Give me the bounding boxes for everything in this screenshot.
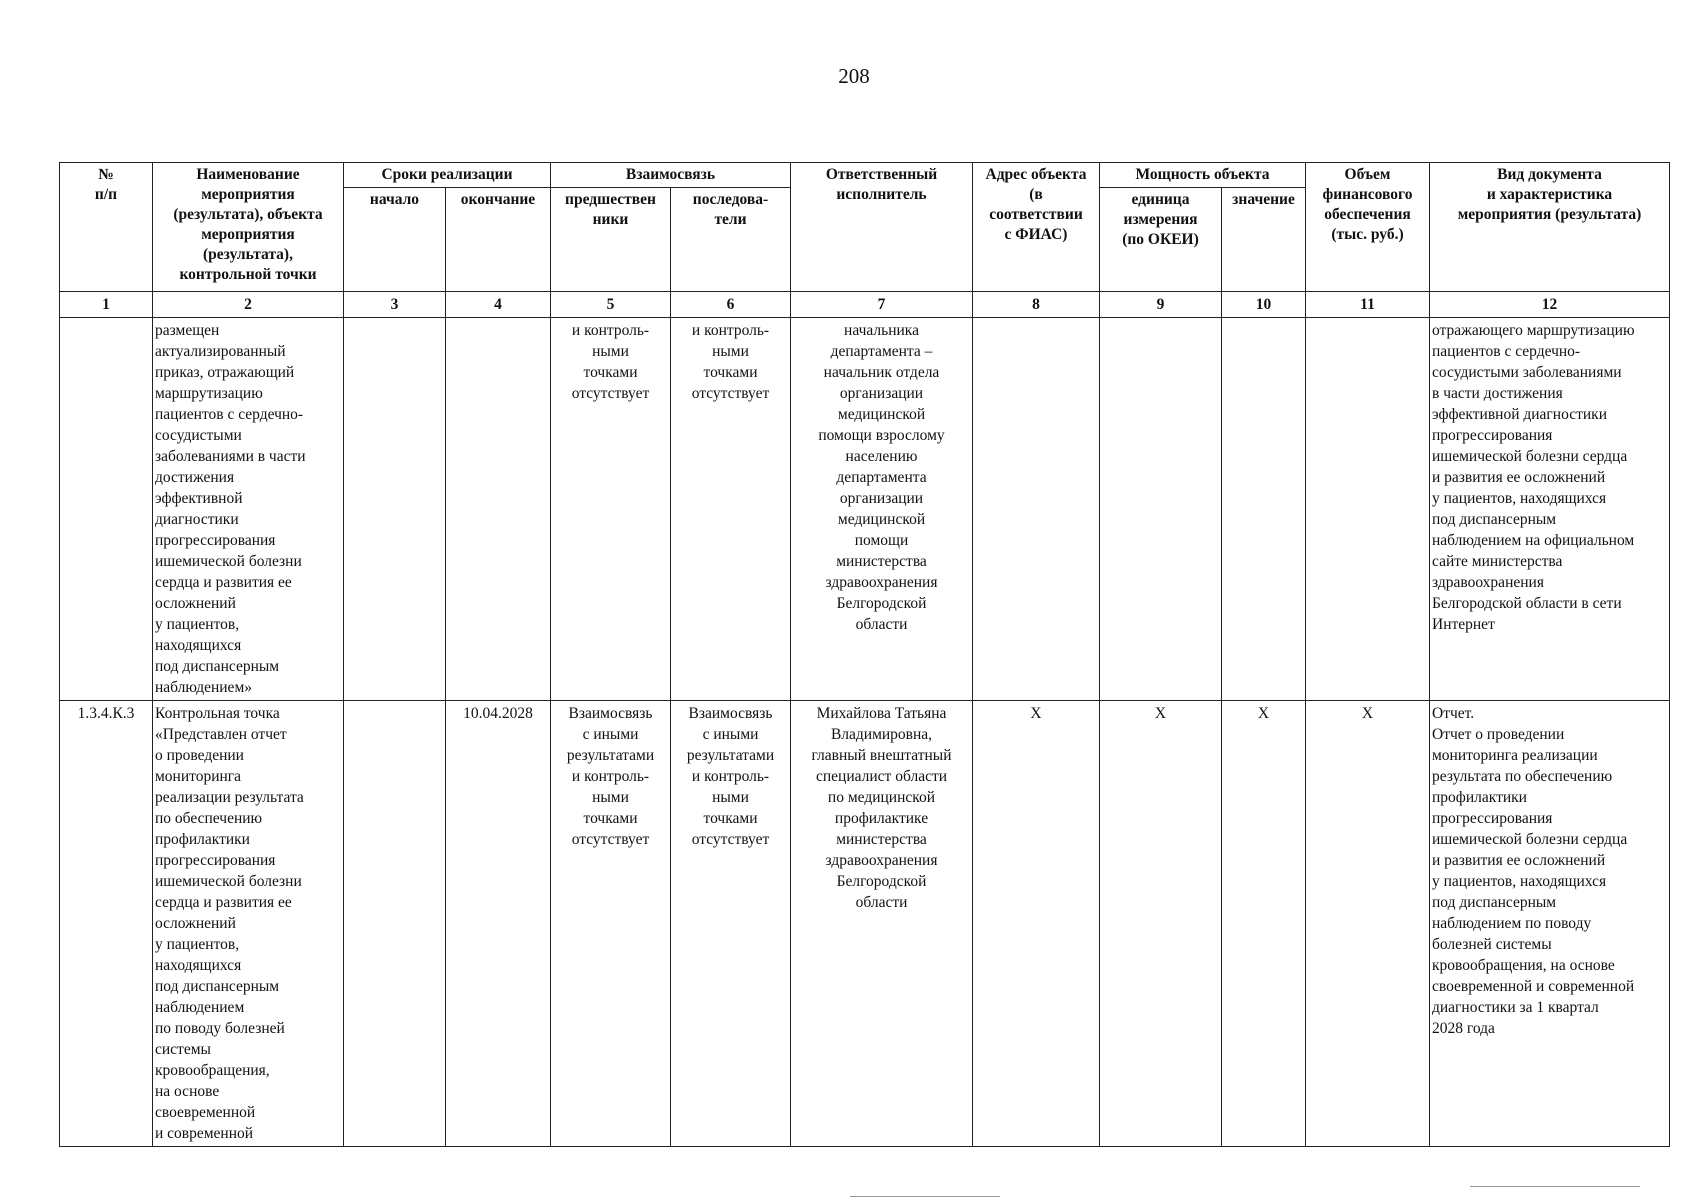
header-predecessors: предшествен ники (551, 188, 671, 292)
colnum-11: 11 (1306, 292, 1430, 318)
header-value: значение (1222, 188, 1306, 292)
row2-address: X (973, 701, 1100, 1147)
header-unit: единица измерения (по ОКЕИ) (1100, 188, 1222, 292)
header-name: Наименование мероприятия (результата), объекта мероприятия (результата), контрольной точки (153, 163, 344, 292)
row2-start (344, 701, 446, 1147)
table-row (60, 318, 1670, 701)
header-end: окончание (446, 188, 551, 292)
header-num: № п/п (60, 163, 153, 292)
row2-value: X (1222, 701, 1306, 1147)
header-responsible: Ответственный исполнитель (791, 163, 973, 292)
colnum-8: 8 (973, 292, 1100, 318)
header-start: начало (344, 188, 446, 292)
colnum-4: 4 (446, 292, 551, 318)
row1-value (1222, 318, 1306, 701)
row1-num (60, 318, 153, 701)
column-numbers-row (60, 292, 1670, 318)
row2-unit: X (1100, 701, 1222, 1147)
row1-unit (1100, 318, 1222, 701)
colnum-1: 1 (60, 292, 153, 318)
table-row (60, 701, 1670, 1147)
plan-table (59, 162, 1670, 1147)
header-group-capacity: Мощность объекта (1100, 163, 1306, 188)
colnum-9: 9 (1100, 292, 1222, 318)
colnum-2: 2 (153, 292, 344, 318)
header-row-top (60, 163, 1670, 188)
row1-address (973, 318, 1100, 701)
page-number: 208 (838, 64, 870, 88)
row1-start (344, 318, 446, 701)
colnum-10: 10 (1222, 292, 1306, 318)
row2-end: 10.04.2028 (446, 701, 551, 1147)
row1-predecessors: и контроль- ными точками отсутствует (551, 318, 671, 701)
header-successors: последова- тели (671, 188, 791, 292)
row1-finance (1306, 318, 1430, 701)
colnum-5: 5 (551, 292, 671, 318)
row2-finance: X (1306, 701, 1430, 1147)
row2-successors: Взаимосвязь с иными результатами и контроль- ными точками отсутствует (671, 701, 791, 1147)
scan-artifact-line (850, 1196, 1000, 1197)
header-finance: Объем финансового обеспечения (тыс. руб.) (1306, 163, 1430, 292)
colnum-7: 7 (791, 292, 973, 318)
scan-artifact-line (1470, 1186, 1640, 1187)
row2-name: Контрольная точка «Представлен отчет о проведении мониторинга реализации результата по обеспечению профилактики прогрессирования ишемической болезни сердца и развития ее осложнений у пациентов, находящихся под диспансерным наблюдением по поводу болезней системы кровообращения, на основе своевременной и современной (153, 701, 344, 1147)
header-address: Адрес объекта (в соответствии с ФИАС) (973, 163, 1100, 292)
row1-responsible: начальника департамента – начальник отдела организации медицинской помощи взрослому населению департамента организации медицинской помощи министерства здравоохранения Белгородской области (791, 318, 973, 701)
header-group-terms: Сроки реализации (344, 163, 551, 188)
header-document: Вид документа и характеристика мероприятия (результата) (1430, 163, 1670, 292)
colnum-3: 3 (344, 292, 446, 318)
row1-name: размещен актуализированный приказ, отражающий маршрутизацию пациентов с сердечно- сосудистыми заболеваниями в части достижения эффективной диагностики прогрессирования ишемической болезни сердца и развития ее осложнений у пациентов, находящихся под диспансерным наблюдением» (153, 318, 344, 701)
row1-document: отражающего маршрутизацию пациентов с сердечно- сосудистыми заболеваниями в части достижения эффективной диагностики прогрессирования ишемической болезни сердца и развития ее осложнений у пациентов, находящихся под диспансерным наблюдением на официальном сайте министерства здравоохранения Белгородской области в сети Интернет (1430, 318, 1670, 701)
row2-num: 1.3.4.К.3 (60, 701, 153, 1147)
row2-predecessors: Взаимосвязь с иными результатами и контроль- ными точками отсутствует (551, 701, 671, 1147)
header-group-links: Взаимосвязь (551, 163, 791, 188)
row2-responsible: Михайлова Татьяна Владимировна, главный внештатный специалист области по медицинской профилактике министерства здравоохранения Белгородской области (791, 701, 973, 1147)
row2-document: Отчет. Отчет о проведении мониторинга реализации результата по обеспечению профилактики прогрессирования ишемической болезни сердца и развития ее осложнений у пациентов, находящихся под диспансерным наблюдением по поводу болезней системы кровообращения, на основе своевременной и современной диагностики за 1 квартал 2028 года (1430, 701, 1670, 1147)
colnum-12: 12 (1430, 292, 1670, 318)
colnum-6: 6 (671, 292, 791, 318)
row1-end (446, 318, 551, 701)
row1-successors: и контроль- ными точками отсутствует (671, 318, 791, 701)
